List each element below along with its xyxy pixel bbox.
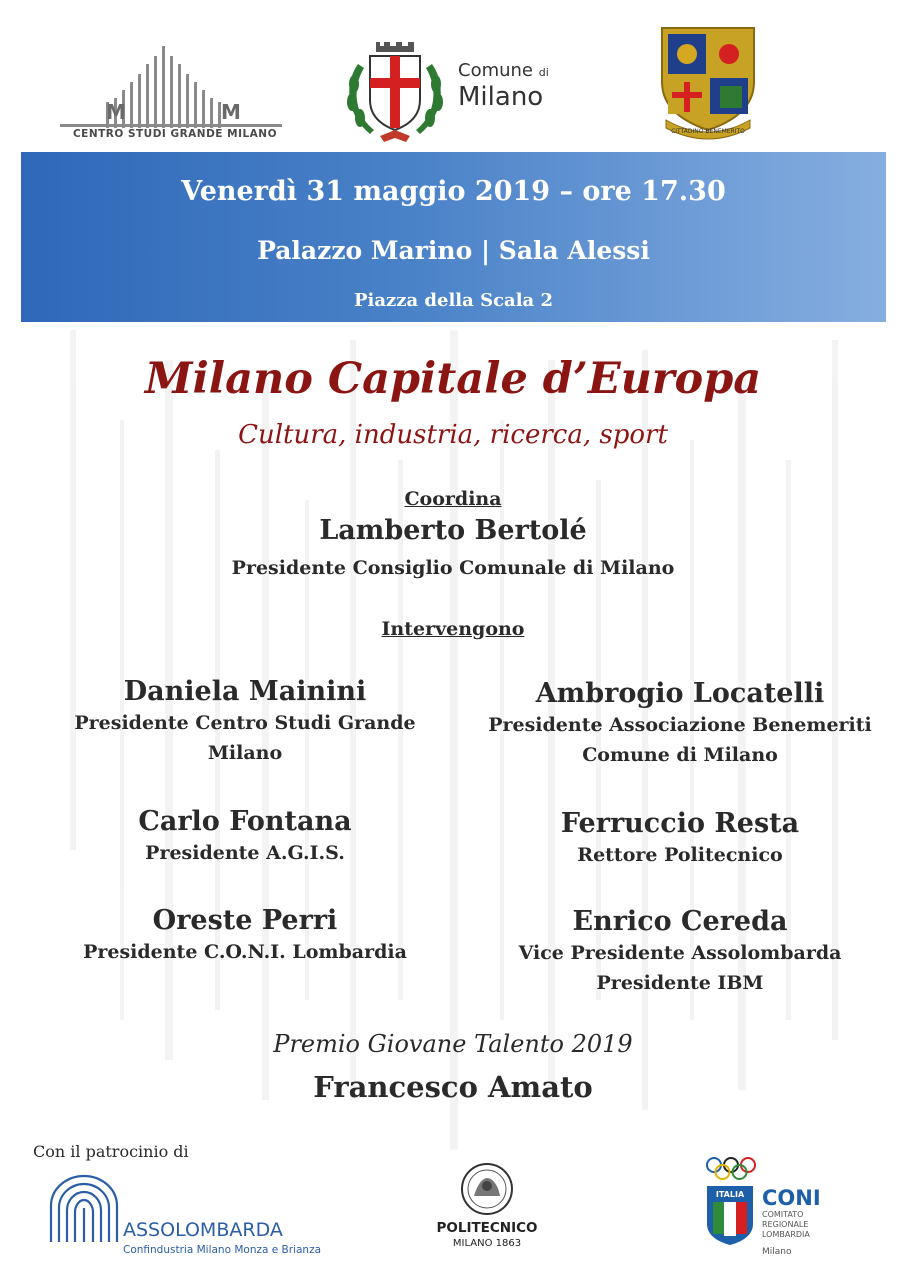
event-subtitle: Cultura, industria, ricerca, sport	[238, 420, 668, 450]
speaker-name: Enrico Cereda	[572, 906, 788, 937]
speaker-role: Comune di Milano	[582, 744, 778, 766]
politecnico-subtitle: MILANO 1863	[452, 1238, 522, 1249]
csgm-logo-text: CENTRO STUDI GRANDE MILANO	[72, 128, 278, 140]
coordinator-label: Coordina	[404, 488, 502, 510]
event-address: Piazza della Scala 2	[354, 290, 553, 311]
speaker-item	[480, 808, 880, 870]
milano-label: Milano	[458, 82, 544, 112]
coordinator-role: Presidente Consiglio Comunale di Milano	[231, 557, 675, 579]
speaker-role: Presidente C.O.N.I. Lombardia	[83, 941, 407, 963]
speaker-item	[45, 676, 445, 768]
speaker-name: Carlo Fontana	[138, 806, 352, 837]
benemeriti-ribbon-text: CITTADINO BENEMERITO	[671, 128, 745, 135]
svg-text:M: M	[221, 100, 241, 124]
speaker-role: Rettore Politecnico	[577, 844, 783, 866]
olympic-rings-icon	[705, 1156, 757, 1182]
speaker-item	[45, 905, 445, 967]
coni-city: Milano	[762, 1247, 792, 1257]
coni-name: CONI	[762, 1186, 821, 1210]
speaker-item	[480, 678, 880, 770]
event-banner	[21, 152, 886, 322]
speakers-label: Intervengono	[381, 618, 525, 640]
speaker-name: Ferruccio Resta	[560, 808, 800, 839]
speaker-role: Vice Presidente Assolombarda	[518, 942, 842, 964]
politecnico-seal-icon	[460, 1162, 514, 1216]
comune-label: Comune di	[458, 60, 549, 81]
comune-di-milano-crest-icon	[340, 34, 450, 149]
cittadino-benemerito-shield-icon	[656, 24, 760, 140]
patronage-label: Con il patrocinio di	[33, 1142, 189, 1161]
award-title: Premio Giovane Talento 2019	[273, 1030, 633, 1058]
speaker-role: Presidente A.G.I.S.	[145, 842, 345, 864]
event-venue: Palazzo Marino | Sala Alessi	[257, 236, 650, 265]
award-recipient: Francesco Amato	[313, 1070, 593, 1104]
speaker-role: Presidente IBM	[596, 972, 764, 994]
coordinator-name: Lamberto Bertolé	[319, 515, 587, 546]
assolombarda-name: ASSOLOMBARDA	[123, 1219, 283, 1241]
event-date-time: Venerdì 31 maggio 2019 – ore 17.30	[181, 176, 726, 207]
speaker-name: Oreste Perri	[152, 905, 338, 936]
assolombarda-subtitle: Confindustria Milano Monza e Brianza	[123, 1244, 322, 1256]
coni-italia-shield-icon	[705, 1184, 755, 1246]
speaker-role: Presidente Associazione Benemeriti	[488, 714, 872, 736]
coni-country-text: ITALIA	[715, 1190, 745, 1199]
speaker-item	[480, 906, 880, 998]
speaker-role: Milano	[207, 742, 283, 764]
speaker-name: Ambrogio Locatelli	[535, 678, 825, 709]
svg-text:M: M	[106, 100, 126, 124]
speaker-role: Presidente Centro Studi Grande	[74, 712, 416, 734]
speaker-item	[45, 806, 445, 868]
event-title: Milano Capitale d’Europa	[144, 354, 762, 404]
coni-subtitle: COMITATO REGIONALE LOMBARDIA	[762, 1210, 810, 1239]
speaker-name: Daniela Mainini	[123, 676, 367, 707]
politecnico-name: POLITECNICO	[436, 1220, 538, 1236]
assolombarda-logo-icon	[45, 1172, 123, 1244]
